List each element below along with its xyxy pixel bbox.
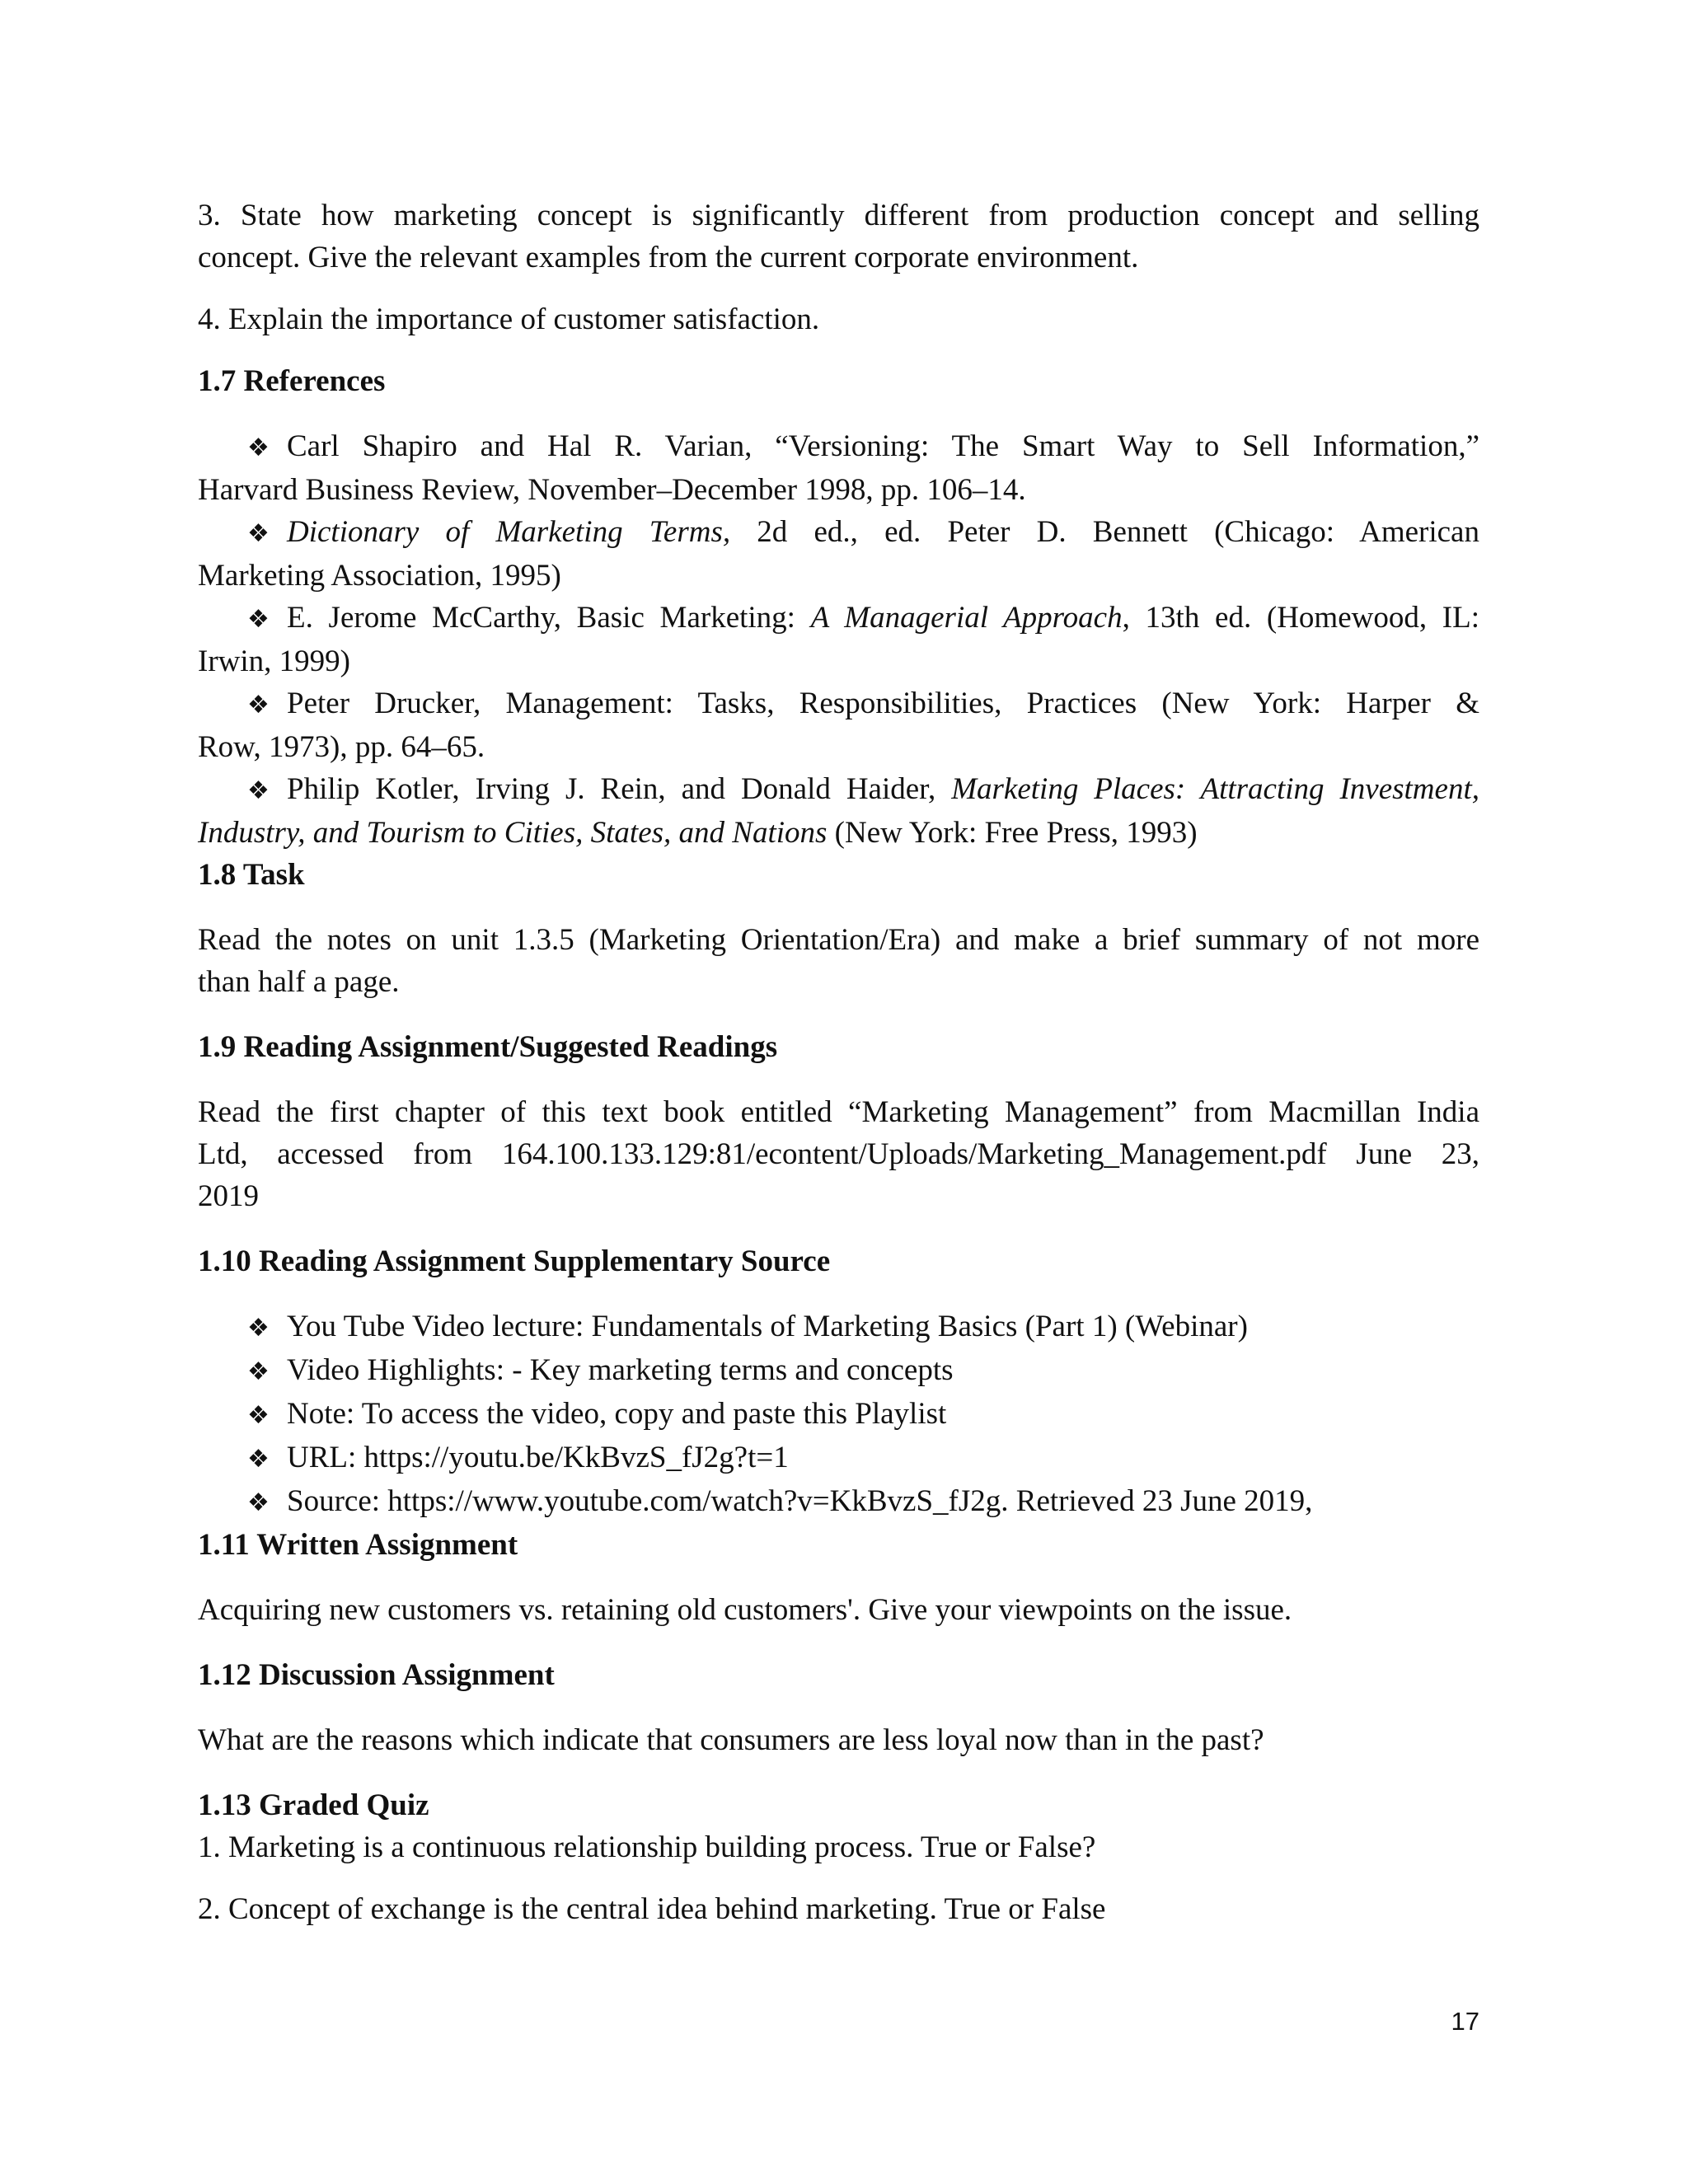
question-3-line-1: 3. State how marketing concept is significantly different from production concept and selling xyxy=(198,199,1479,232)
reference-1-line-2: Harvard Business Review, November–December 1998, pp. 106–14. xyxy=(198,473,1026,507)
supplementary-item-5: Source: https://www.youtube.com/watch?v=KkBvzS_fJ2g. Retrieved 23 June 2019, xyxy=(287,1484,1313,1518)
task-line-1: Read the notes on unit 1.3.5 (Marketing Orientation/Era) and make a brief summary of not more xyxy=(198,923,1479,957)
reference-3 xyxy=(198,597,1479,640)
diamond-bullet-icon: ❖ xyxy=(247,519,270,548)
reading-heading: 1.9 Reading Assignment/Suggested Readings xyxy=(198,1030,778,1064)
list-item xyxy=(198,1436,1479,1480)
task-heading: 1.8 Task xyxy=(198,858,305,892)
reference-5 xyxy=(198,768,1479,812)
reference-2-title: Dictionary of Marketing Terms, xyxy=(287,515,731,549)
reading-line-1: Read the first chapter of this text book entitled “Marketing Management” from Macmillan India xyxy=(198,1095,1479,1129)
diamond-bullet-icon: ❖ xyxy=(247,434,270,462)
diamond-bullet-icon: ❖ xyxy=(247,776,270,805)
supplementary-item-1: You Tube Video lecture: Fundamentals of Marketing Basics (Part 1) (Webinar) xyxy=(287,1310,1248,1343)
reference-2-text: 2d ed., ed. Peter D. Bennett (Chicago: American xyxy=(730,515,1479,549)
reference-3-text-pre: E. Jerome McCarthy, Basic Marketing: xyxy=(287,601,811,635)
reference-3-text-post: , 13th ed. (Homewood, IL: xyxy=(1122,601,1480,635)
references-heading: 1.7 References xyxy=(198,364,386,398)
reference-2 xyxy=(198,511,1479,555)
reference-1-text: Carl Shapiro and Hal R. Varian, “Versioning: The Smart Way to Sell Information,” xyxy=(287,429,1479,463)
reading-line-3: 2019 xyxy=(198,1179,259,1213)
reference-5-title-part-1: Marketing Places: Attracting Investment, xyxy=(951,772,1479,806)
diamond-bullet-icon: ❖ xyxy=(247,1401,270,1430)
question-3-line-2: concept. Give the relevant examples from the current corporate environment. xyxy=(198,241,1139,274)
diamond-bullet-icon: ❖ xyxy=(247,1445,270,1474)
reference-5-text-pre: Philip Kotler, Irving J. Rein, and Donald Haider, xyxy=(287,772,952,806)
supplementary-item-4: URL: https://youtu.be/KkBvzS_fJ2g?t=1 xyxy=(287,1441,789,1474)
reference-5-title-part-2: Industry, and Tourism to Cities, States, and Nations xyxy=(198,816,828,850)
quiz-question-2: 2. Concept of exchange is the central idea behind marketing. True or False xyxy=(198,1892,1106,1926)
page-number: 17 xyxy=(1451,2007,1479,2036)
diamond-bullet-icon: ❖ xyxy=(247,1357,270,1386)
list-item xyxy=(198,1305,1479,1349)
reference-4 xyxy=(198,682,1479,726)
list-item xyxy=(198,1393,1479,1436)
written-heading: 1.11 Written Assignment xyxy=(198,1528,518,1562)
discussion-text: What are the reasons which indicate that consumers are less loyal now than in the past? xyxy=(198,1723,1264,1757)
reference-4-text: Peter Drucker, Management: Tasks, Responsibilities, Practices (New York: Harper & xyxy=(287,687,1479,720)
reading-line-2: Ltd, accessed from 164.100.133.129:81/econtent/Uploads/Marketing_Management.pdf June 23, xyxy=(198,1137,1479,1171)
diamond-bullet-icon: ❖ xyxy=(247,691,270,719)
reference-2-line-2: Marketing Association, 1995) xyxy=(198,559,561,593)
reference-5-line-2 xyxy=(198,812,1479,854)
list-item xyxy=(198,1480,1479,1524)
supplementary-item-2: Video Highlights: - Key marketing terms and concepts xyxy=(287,1353,954,1387)
discussion-heading: 1.12 Discussion Assignment xyxy=(198,1658,555,1692)
quiz-heading: 1.13 Graded Quiz xyxy=(198,1788,429,1822)
supplementary-item-3: Note: To access the video, copy and paste this Playlist xyxy=(287,1397,947,1431)
reference-5-text-post: (New York: Free Press, 1993) xyxy=(827,816,1198,850)
list-item xyxy=(198,1349,1479,1393)
document-page xyxy=(198,194,1479,1930)
supplementary-heading: 1.10 Reading Assignment Supplementary Source xyxy=(198,1244,831,1278)
reference-3-line-2: Irwin, 1999) xyxy=(198,644,350,678)
question-4: 4. Explain the importance of customer satisfaction. xyxy=(198,302,820,336)
reference-1 xyxy=(198,425,1479,469)
reference-3-title: A Managerial Approach xyxy=(810,601,1123,635)
diamond-bullet-icon: ❖ xyxy=(247,1314,270,1343)
reference-4-line-2: Row, 1973), pp. 64–65. xyxy=(198,730,485,764)
diamond-bullet-icon: ❖ xyxy=(247,1488,270,1517)
written-text: Acquiring new customers vs. retaining old customers'. Give your viewpoints on the issue. xyxy=(198,1593,1292,1627)
diamond-bullet-icon: ❖ xyxy=(247,605,270,634)
quiz-question-1: 1. Marketing is a continuous relationship building process. True or False? xyxy=(198,1830,1096,1864)
task-line-2: than half a page. xyxy=(198,965,400,999)
